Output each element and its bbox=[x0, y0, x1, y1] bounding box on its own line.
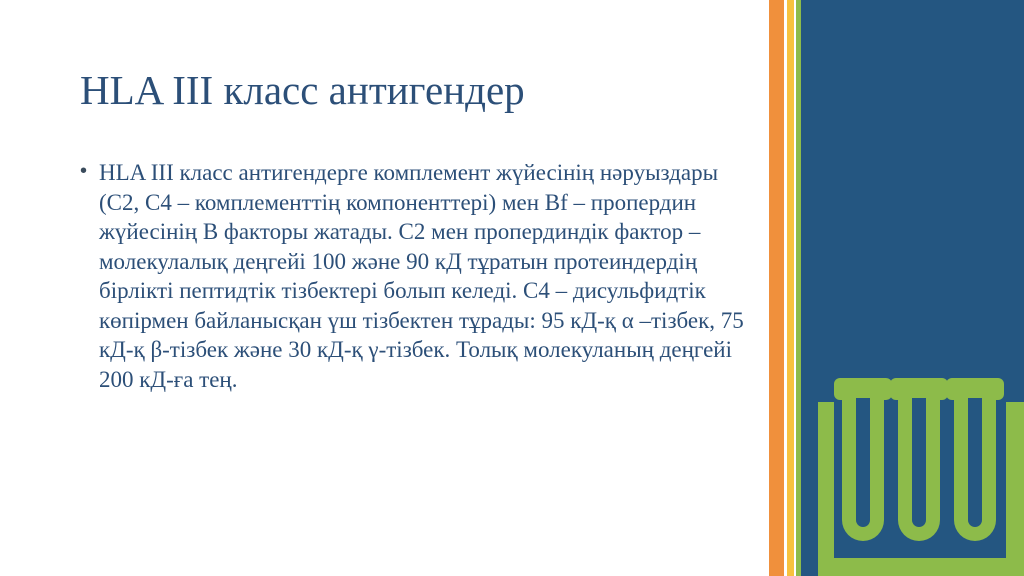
orange-stripe bbox=[769, 0, 784, 576]
bullet-item bbox=[80, 158, 760, 394]
yellow-stripe bbox=[787, 0, 794, 576]
slide-title: HLA III класс антигендер bbox=[80, 67, 525, 113]
bullet-list bbox=[80, 158, 760, 394]
bullet-dot-icon: • bbox=[80, 160, 88, 182]
bullet-text: HLA III класс антигендерге комплемент жүйесінің нәруыздары (C2, C4 – комплементтің компоненттері) мен Bf – пропердин жүйесінің В факторы жатады. С2 мен пропердиндік фактор – молекулалық деңгейі 100 және 90 кД тұратын протеиндердің бірлікті пептидтік тізбектері болып келеді. С4 – дисульфидтік көпірмен байланысқан үш тізбектен тұрады: 95 кД-қ α –тізбек, 75 кД-қ β-тізбек және 30 кД-қ γ-тізбек. Толық молекуланың деңгейі 200 кД-ға тең. bbox=[99, 160, 744, 392]
test-tubes-rack-icon bbox=[812, 372, 1024, 576]
